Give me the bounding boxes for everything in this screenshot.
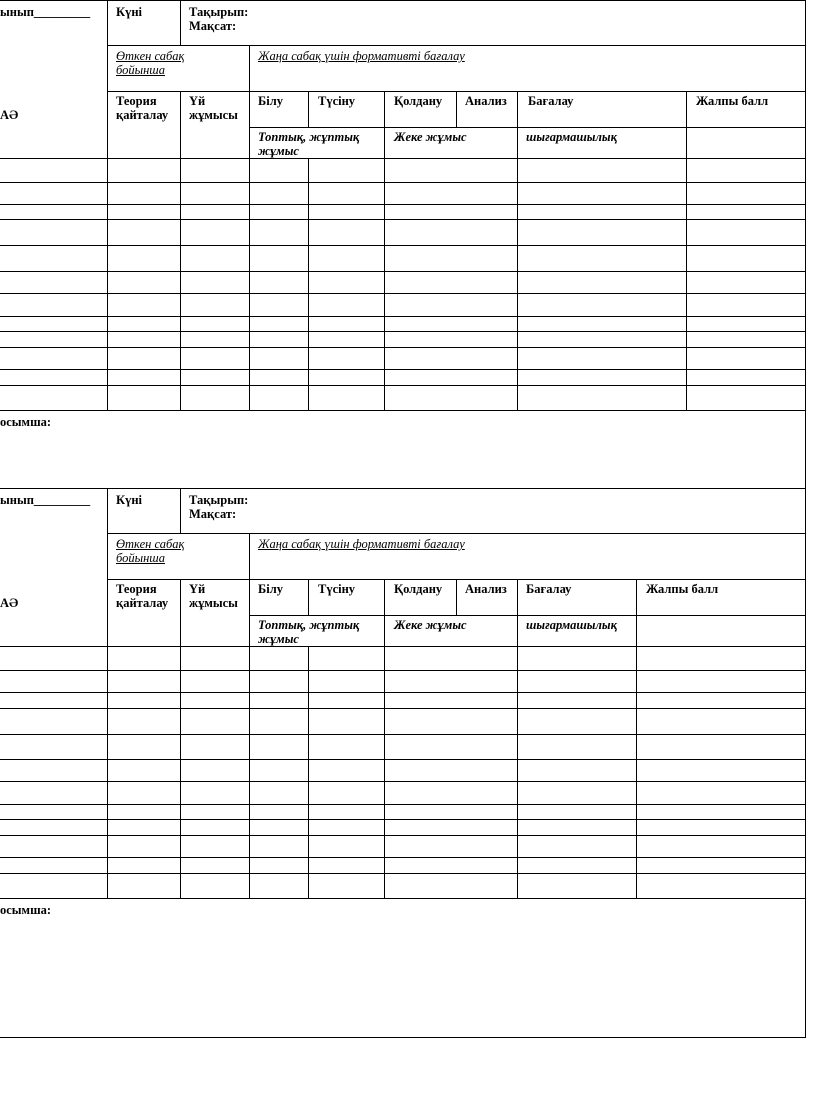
analysis-header: Анализ <box>465 94 507 108</box>
notes-label: осымша: <box>0 903 52 917</box>
class-label: ынып_________ <box>0 493 91 507</box>
new-lesson-header: Жаңа сабақ үшін формативті бағалау <box>258 537 465 551</box>
theory-header-line2: қайталау <box>116 596 169 610</box>
understand-header: Түсіну <box>318 582 356 596</box>
group-work-header: Топтық, жұптық <box>258 130 360 144</box>
prev-lesson-header-line2: бойынша <box>116 63 165 77</box>
topic-label: Тақырып: <box>189 5 249 19</box>
name-column-header: АӘ <box>0 596 19 610</box>
prev-lesson-header: Өткен сабақ <box>116 537 185 551</box>
know-header: Білу <box>258 94 283 108</box>
topic-label: Тақырып: <box>189 493 249 507</box>
homework-header-line2: жұмысы <box>189 108 238 122</box>
creative-header: шығармашылық <box>526 618 617 632</box>
class-label: ынып_________ <box>0 5 91 19</box>
total-header: Жалпы балл <box>696 94 769 108</box>
creative-header: шығармашылық <box>526 130 617 144</box>
homework-header: Үй <box>189 94 206 108</box>
group-work-header-line2: жұмыс <box>258 144 299 158</box>
apply-header: Қолдану <box>394 582 443 596</box>
individual-work-header: Жеке жұмыс <box>394 618 467 632</box>
apply-header: Қолдану <box>394 94 443 108</box>
group-work-header-line2: жұмыс <box>258 632 299 646</box>
notes-label: осымша: <box>0 415 52 429</box>
know-header: Білу <box>258 582 283 596</box>
goal-label: Мақсат: <box>189 507 237 521</box>
total-header: Жалпы балл <box>646 582 719 596</box>
theory-header-line2: қайталау <box>116 108 169 122</box>
theory-header: Теория <box>116 582 157 596</box>
homework-header: Үй <box>189 582 206 596</box>
understand-header: Түсіну <box>318 94 356 108</box>
name-column-header: АӘ <box>0 108 19 122</box>
evaluate-header: Бағалау <box>528 94 574 108</box>
new-lesson-header: Жаңа сабақ үшін формативті бағалау <box>258 49 465 63</box>
prev-lesson-header: Өткен сабақ <box>116 49 185 63</box>
date-label: Күні <box>116 493 142 507</box>
goal-label: Мақсат: <box>189 19 237 33</box>
individual-work-header: Жеке жұмыс <box>394 130 467 144</box>
prev-lesson-header-line2: бойынша <box>116 551 165 565</box>
analysis-header: Анализ <box>465 582 507 596</box>
evaluate-header: Бағалау <box>526 582 572 596</box>
theory-header: Теория <box>116 94 157 108</box>
group-work-header: Топтық, жұптық <box>258 618 360 632</box>
homework-header-line2: жұмысы <box>189 596 238 610</box>
date-label: Күні <box>116 5 142 19</box>
